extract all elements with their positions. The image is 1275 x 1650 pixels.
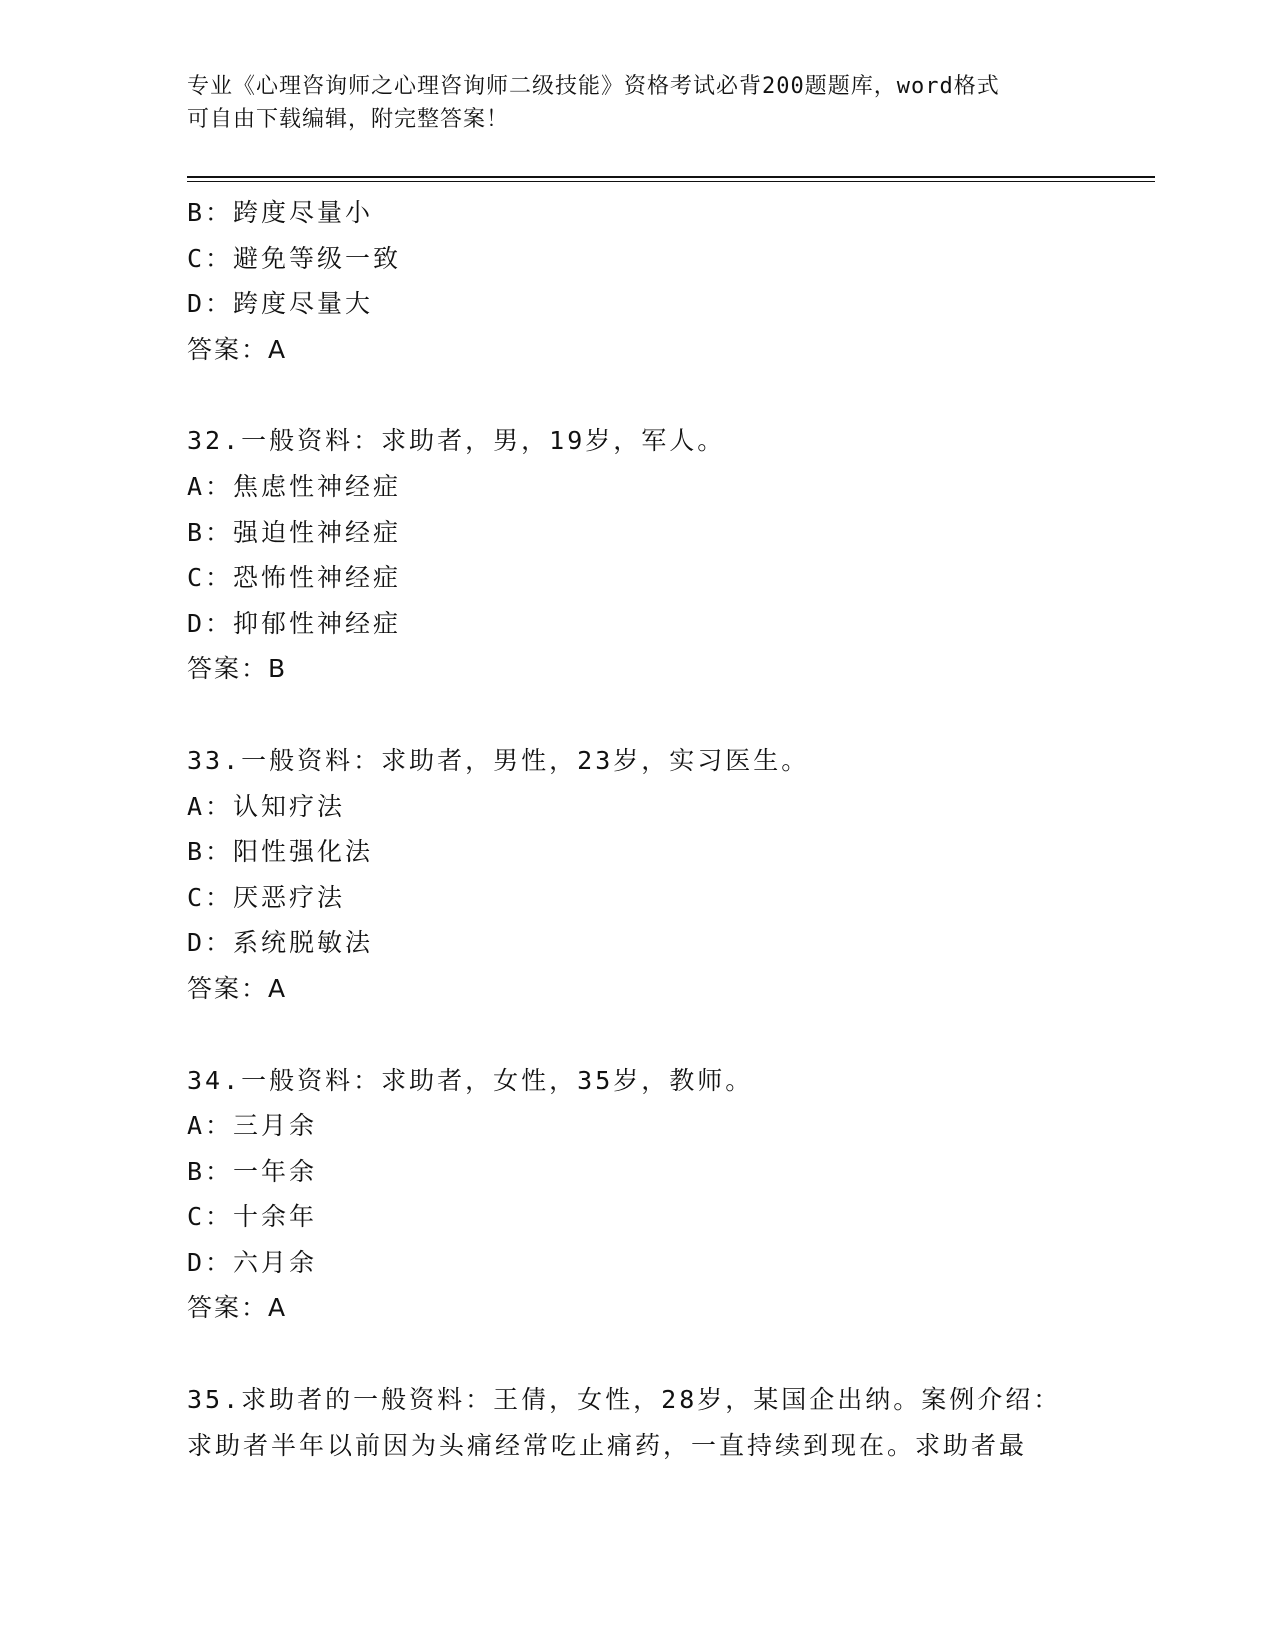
answer-line: 答案：A [187,334,288,364]
header-divider-thick [187,176,1155,178]
option-b: B：阳性强化法 [187,837,374,867]
question-33 [187,738,1087,1012]
question-stem-line-1: 35.求助者的一般资料：王倩，女性，28岁，某国企出纳。案例介绍： [187,1385,1062,1415]
option-d: D：六月余 [187,1247,318,1277]
answer-line: 答案：A [187,973,288,1003]
question-35 [187,1377,1087,1468]
answer-line: 答案：A [187,1293,288,1323]
option-d: D：跨度尽量大 [187,289,374,319]
option-b: B：强迫性神经症 [187,517,402,547]
option-b: B：跨度尽量小 [187,198,374,227]
document-header [187,70,1087,136]
option-c: C：避免等级一致 [187,243,402,273]
spacer [187,372,1087,418]
question-34 [187,1058,1087,1332]
option-d: D：系统脱敏法 [187,928,374,958]
option-d: D：抑郁性神经症 [187,608,402,638]
option-a: A：三月余 [187,1111,318,1141]
option-a: A：焦虑性神经症 [187,471,402,501]
option-a: A：认知疗法 [187,791,346,821]
option-c: C：厌恶疗法 [187,882,346,912]
option-c: C：十余年 [187,1202,318,1232]
header-line-1: 专业《心理咨询师之心理咨询师二级技能》资格考试必背200题题库，word格式 [187,74,1000,99]
answer-line: 答案：B [187,654,288,684]
question-list [187,190,1087,1468]
question-stem: 32.一般资料：求助者，男，19岁，军人。 [187,426,726,456]
spacer [187,1331,1087,1377]
question-stem: 34.一般资料：求助者，女性，35岁，教师。 [187,1065,754,1095]
question-stem: 33.一般资料：求助者，男性，23岁，实习医生。 [187,745,810,775]
question-31-fragment [187,190,1087,372]
question-32 [187,418,1087,692]
header-divider-thin [187,181,1155,182]
spacer [187,1012,1087,1058]
option-b: B：一年余 [187,1156,318,1186]
spacer [187,692,1087,738]
header-line-2: 可自由下载编辑，附完整答案！ [187,107,510,132]
option-c: C：恐怖性神经症 [187,563,402,593]
question-stem-line-2: 求助者半年以前因为头痛经常吃止痛药，一直持续到现在。求助者最 [187,1430,1028,1460]
